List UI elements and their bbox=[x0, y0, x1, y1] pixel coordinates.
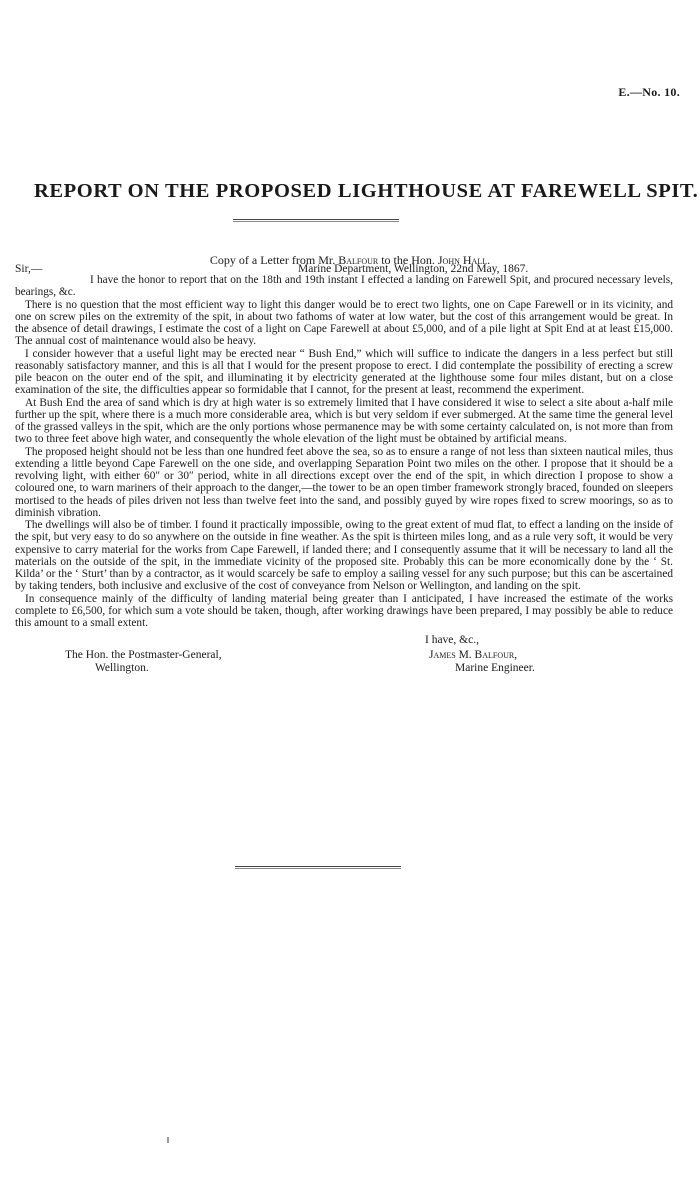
addressee bbox=[65, 649, 222, 675]
letter-heading-prefix: Copy of a Letter from Mr. bbox=[209, 253, 339, 267]
dateline: Marine Department, Wellington, 22nd May, 1867. bbox=[298, 263, 529, 275]
report-title: REPORT ON THE PROPOSED LIGHTHOUSE AT FAREWELL SPIT. bbox=[34, 180, 699, 202]
letter-heading-suffix: . bbox=[487, 253, 491, 267]
paragraph: The proposed height should not be less than one hundred feet above the sea, so as to ensure a range of not less than sixteen nautical miles, thus extending a little beyond Cape Farewell on the one side, and overlapping Separation Point two miles on the other. I propose that it should be a revolving light, with either 60″ or 30″ period, white in all directions except over the end of the spit, in which direction I propose to show a coloured one, to warn mariners of their approach to the danger,—the tower to be an open timber framework strongly braced, founded on sleepers mortised to the heads of piles driven not less than twelve feet into the sand, and possibly guyed by wire ropes fixed to screw moorings, so as to diminish vibration. bbox=[15, 445, 673, 519]
signature-block bbox=[429, 649, 535, 675]
scan-mark bbox=[167, 1137, 169, 1143]
addressee-line: The Hon. the Postmaster-General, bbox=[65, 649, 222, 661]
paragraph: I consider however that a useful light may be erected near “ Bush End,” which will suffice to indicate the dangers in a less perfect but still reasonably satisfactory manner, and this is all that I would for the present propose to erect. I did contemplate the possibility of erecting a screw pile beacon on the outer end of the spit, and illuminating it by electricity generated at the lighthouse some four miles distant, but on a close examination of the site, the difficulties appear so formidable that I cannot, for the present at least, recommend the experiment. bbox=[15, 347, 673, 397]
salutation: Sir,— bbox=[15, 263, 43, 275]
paragraph: In consequence mainly of the difficulty of landing material being greater than I anticipated, I have increased the estimate of the works complete to £6,500, for which sum a vote should be taken, though, after working drawings have been prepared, I may possibly be able to reduce this amount to a small extent. bbox=[15, 592, 673, 629]
addressee-line: Wellington. bbox=[95, 662, 149, 674]
paragraph: I have the honor to report that on the 18th and 19th instant I effected a landing on Farewell Spit, and procured necessary levels, bearings, &c. bbox=[15, 274, 673, 299]
paragraph: At Bush End the area of sand which is dry at high water is so extremely limited that I have considered it wise to select a site about a-half mile further up the spit, where there is a much more considerable area, which is but very seldom if ever submerged. At the same time the general level of the grassed valleys in the spit, which are the only portions whose permanence may be with some certainty calculated on, is not more than from two to three feet above high water, and consequently the whole elevation of the light must be obtained by artificial means. bbox=[15, 396, 673, 446]
letter-body bbox=[15, 274, 673, 629]
end-divider bbox=[235, 866, 401, 869]
signature-name: James M. Balfour, bbox=[429, 649, 518, 661]
title-divider bbox=[233, 219, 399, 222]
paragraph: There is no question that the most efficient way to light this danger would be to erect two lights, one on Cape Farewell or in its vicinity, and one on screw piles on the extremity of the spit, in about two fathoms of water at low water, but the cost of this arrangement would be great. In the absence of detail drawings, I estimate the cost of a light on Cape Farewell at about £5,000, and of a pile light at Spit End at at least £15,000. The annual cost of maintenance would also be heavy. bbox=[15, 298, 673, 348]
paragraph: The dwellings will also be of timber. I found it practically impossible, owing to the great extent of mud flat, to effect a landing on the inside of the spit, but very easy to do so anywhere on the outside in fine weather. As the spit is thirteen miles long, and as a rule very soft, it would be very expensive to carry material for the works from Cape Farewell, if landed there; and I consequently assume that it will be necessary to land all the materials on the outside of the spit, in the immediate vicinity of the proposed site. Probably this can be more economically done by the ‘ St. Kilda’ or the ‘ Sturt’ than by a contractor, as it would scarcely be safe to employ a sailing vessel for any such purpose; but this can be ascertained by taking tenders, both inclusive and exclusive of the cost of conveyance from Nelson or Wellington, and landing on the spit. bbox=[15, 519, 673, 593]
document-reference: E.—No. 10. bbox=[618, 85, 680, 99]
signature-title: Marine Engineer. bbox=[455, 662, 535, 674]
closing: I have, &c., bbox=[425, 634, 479, 646]
letter-sender-name: Balfour bbox=[338, 253, 379, 267]
letter-heading-mid: to the Hon. bbox=[378, 253, 438, 267]
letter-recipient-name: John Hall bbox=[437, 253, 488, 267]
